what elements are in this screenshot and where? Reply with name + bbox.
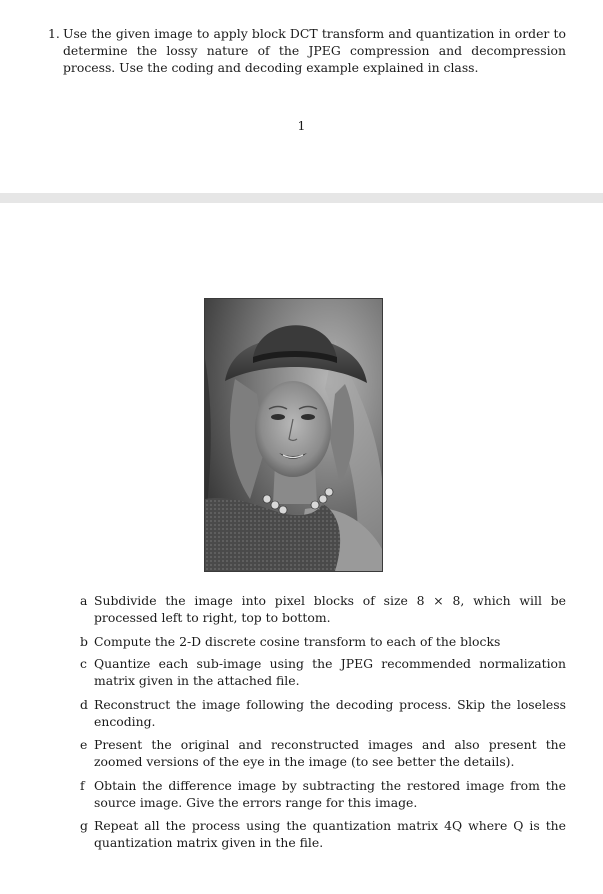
list-item-text: Obtain the difference image by subtracting the restored image from the source image. Give the errors range for this image. [94, 778, 566, 810]
list-item-letter: e [80, 737, 88, 752]
question-1 [48, 25, 566, 76]
list-item [80, 696, 566, 730]
list-item-letter: b [80, 634, 88, 649]
list-item-text: Quantize each sub-image using the JPEG recommended normalization matrix given in the attached file. [94, 656, 566, 688]
list-item [80, 633, 566, 650]
list-item [80, 817, 566, 851]
list-item-letter: g [80, 818, 88, 833]
list-item-text: Repeat all the process using the quantization matrix 4Q where Q is the quantization matrix given in the file. [94, 818, 566, 850]
page-2 [0, 203, 603, 894]
list-item [80, 777, 566, 811]
list-item [80, 736, 566, 770]
list-item-letter: d [80, 697, 88, 712]
page-number: 1 [297, 118, 306, 133]
list-item [80, 592, 566, 626]
portrait-photo-icon [205, 299, 382, 571]
page-1 [0, 0, 603, 193]
list-item-letter: c [80, 656, 87, 671]
list-item-letter: a [80, 593, 88, 608]
list-item [80, 655, 566, 689]
list-item-text: Subdivide the image into pixel blocks of size 8 × 8, which will be processed left to right, top to bottom. [94, 593, 566, 625]
portrait-photo [204, 298, 383, 572]
question-number: 1. [48, 26, 60, 41]
page-separator [0, 193, 603, 203]
question-text: Use the given image to apply block DCT transform and quantization in order to determine the lossy nature of the JPEG compression and decompression process. Use the coding and decoding example explained in class. [63, 26, 566, 75]
list-item-text: Reconstruct the image following the decoding process. Skip the loseless encoding. [94, 697, 566, 729]
list-item-text: Present the original and reconstructed images and also present the zoomed versions of the eye in the image (to see better the details). [94, 737, 566, 769]
list-item-text: Compute the 2-D discrete cosine transform to each of the blocks [94, 634, 501, 649]
list-item-letter: f [80, 778, 85, 793]
